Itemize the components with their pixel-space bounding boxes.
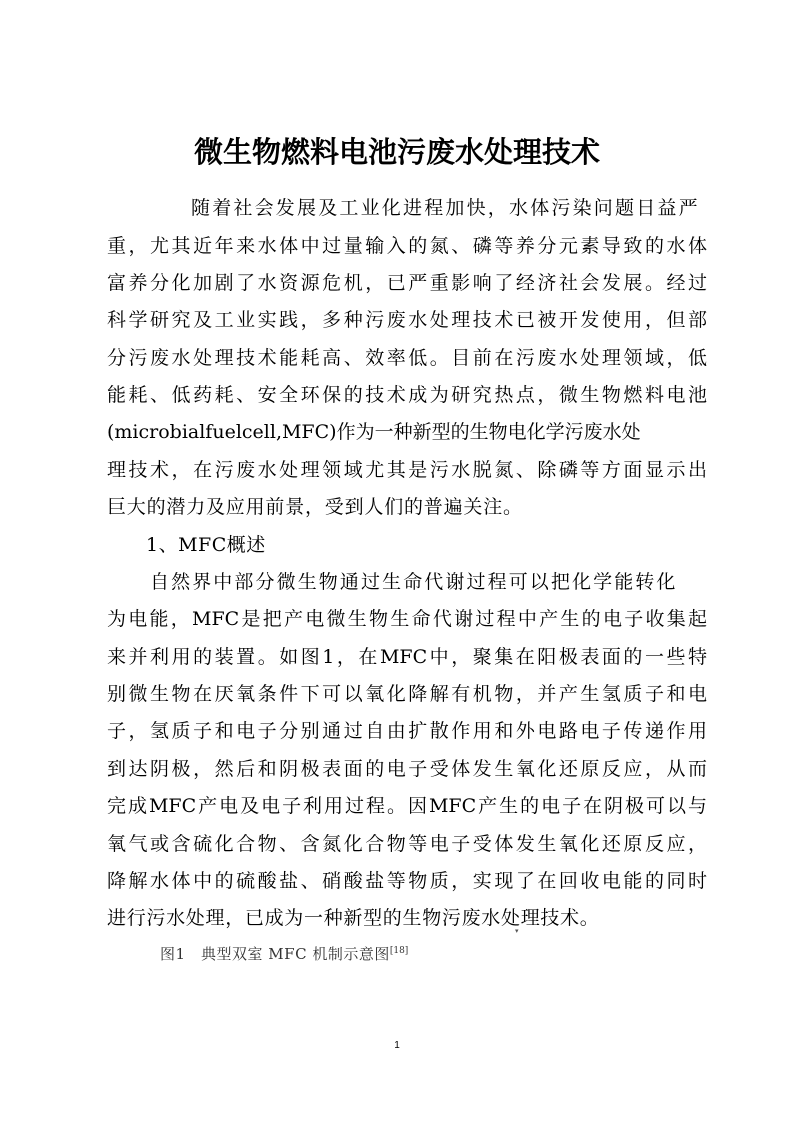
paragraph-line: 为电能，MFC是把产电微生物生命代谢过程中产生的电子收集起 (107, 608, 707, 630)
paragraph-line: (microbialfuelcell,MFC)作为一种新型的生物电化学污废水处 (107, 421, 641, 443)
paragraph-line: 理技术，在污废水处理领域尤其是污水脱氮、除磷等方面显示出 (107, 459, 707, 481)
paragraph-line: 氧气或含硫化合物、含氮化合物等电子受体发生氧化还原反应， (107, 833, 707, 855)
document-title: 微生物燃料电池污废水处理技术 (193, 135, 600, 169)
stray-mark: ▾ (515, 927, 519, 935)
figure-caption-text: 图1 典型双室 MFC 机制示意图 (160, 945, 390, 963)
paragraph-line: 随着社会发展及工业化进程加快，水体污染问题日益严 (191, 197, 700, 219)
paragraph-line: 能耗、低药耗、安全环保的技术成为研究热点，微生物燃料电池 (107, 384, 707, 406)
paragraph-line: 富养分化加剧了水资源危机，已严重影响了经济社会发展。经过 (107, 272, 707, 294)
paragraph-line: 巨大的潜力及应用前景，受到人们的普遍关注。 (107, 496, 523, 518)
paragraph-line: 科学研究及工业实践，多种污废水处理技术已被开发使用，但部 (107, 309, 707, 331)
figure-citation: [18] (389, 946, 409, 956)
paragraph-line: 重，尤其近年来水体中过量输入的氮、磷等养分元素导致的水体 (107, 235, 707, 257)
paragraph-line: 完成MFC产电及电子利用过程。因MFC产生的电子在阴极可以与 (107, 795, 707, 817)
paragraph-line: 别微生物在厌氧条件下可以氧化降解有机物，并产生氢质子和电 (107, 683, 707, 705)
paragraph-line: 来并利用的装置。如图1，在MFC中，聚集在阳极表面的一些特 (107, 646, 707, 668)
page-number: 1 (394, 1040, 400, 1051)
paragraph-line: 分污废水处理技术能耗高、效率低。目前在污废水处理领域，低 (107, 347, 707, 369)
paragraph-line: 降解水体中的硫酸盐、硝酸盐等物质，实现了在回收电能的同时 (107, 870, 707, 892)
paragraph-line: 自然界中部分微生物通过生命代谢过程可以把化学能转化 (150, 571, 678, 593)
paragraph-line: 子，氢质子和电子分别通过自由扩散作用和外电路电子传递作用 (107, 720, 707, 742)
paragraph-line: 到达阴极，然后和阴极表面的电子受体发生氧化还原反应，从而 (107, 758, 707, 780)
paragraph-line: 进行污水处理，已成为一种新型的生物污废水处理技术。 (107, 907, 600, 929)
section-heading: 1、MFC概述 (146, 534, 266, 556)
figure-caption (160, 940, 408, 965)
